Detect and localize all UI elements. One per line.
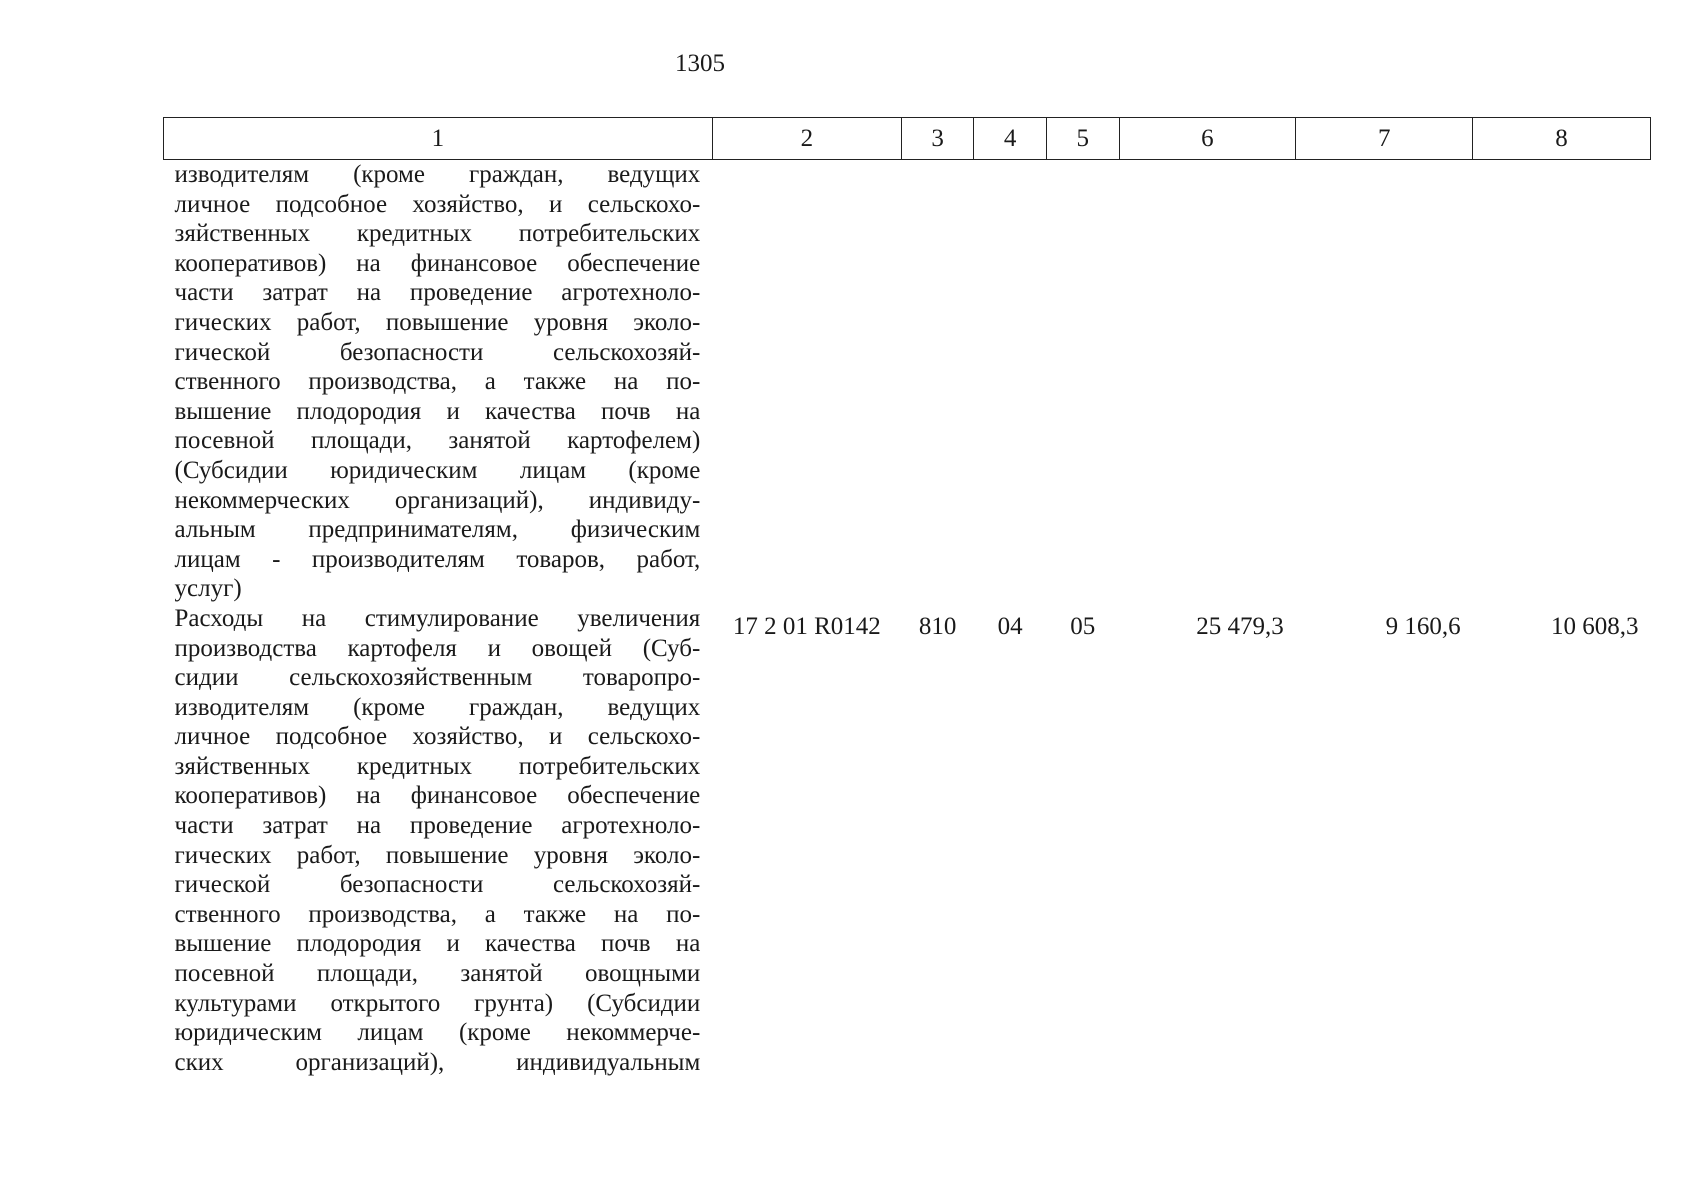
column-header-3: 3 [901,118,974,160]
row-code [712,160,901,604]
column-header-6: 6 [1119,118,1296,160]
description-line: вышение плодородия и качества почв на [174,397,701,425]
column-header-7: 7 [1296,118,1473,160]
table-row [164,160,1651,604]
description-line: изводителям (кроме граждан, ведущих [174,693,701,721]
row-code: 17 2 01 R0142 [732,612,881,640]
description-line: некоммерческих организаций), индивиду- [174,486,701,514]
description-line: посевной площади, занятой картофелем) [174,427,701,455]
row-vr: 810 [918,612,957,640]
budget-table [163,117,1651,1077]
column-header-5: 5 [1046,118,1119,160]
description-line: услуг) [174,575,242,603]
description-line: кооперативов) на финансовое обеспечение [174,782,701,810]
description-line: зяйственных кредитных потребительских [174,752,701,780]
description-line: кооперативов) на финансовое обеспечение [174,249,701,277]
table-header-row [164,118,1651,160]
column-header-8: 8 [1473,118,1651,160]
column-header-4: 4 [974,118,1047,160]
description-line: личное подсобное хозяйство, и сельскохо- [174,190,701,218]
description-line: производства картофеля и овощей (Суб- [174,634,701,662]
row-sum-2: 9 160,6 [1385,612,1461,640]
description-line: ственного производства, а также на по- [174,900,701,928]
description-line: личное подсобное хозяйство, и сельскохо- [174,723,701,751]
description-line: зяйственных кредитных потребительских [174,220,701,248]
description-line: вышение плодородия и качества почв на [174,930,701,958]
column-header-1: 1 [164,118,713,160]
description-line: гических работ, повышение уровня эколо- [174,841,701,869]
description-line: альным предпринимателям, физическим [174,516,701,544]
description-line: юридическим лицам (кроме некоммерче- [174,1019,701,1047]
description-line: Расходы на стимулирование увеличения [174,604,701,632]
row-sum-1: 25 479,3 [1196,612,1284,640]
description-line: (Субсидии юридическим лицам (кроме [174,456,701,484]
row-description [164,604,713,1078]
table-row [164,604,1651,1078]
row-vr [901,160,974,604]
description-line: части затрат на проведение агротехноло- [174,812,701,840]
description-line: части затрат на проведение агротехноло- [174,279,701,307]
description-line: сидии сельскохозяйственным товаропро- [174,664,701,692]
row-pr: 05 [1070,612,1096,640]
description-line: ских организаций), индивидуальным [174,1048,701,1076]
description-line: лицам - производителям товаров, работ, [174,545,701,573]
description-line: изводителям (кроме граждан, ведущих [174,161,701,188]
description-line: ственного производства, а также на по- [174,368,701,396]
row-rz: 04 [997,612,1023,640]
row-sum-3: 10 608,3 [1551,612,1639,640]
row-description [164,160,713,604]
description-line: гической безопасности сельскохозяй- [174,871,701,899]
row-sum-2 [1296,160,1473,604]
description-line: культурами открытого грунта) (Субсидии [174,989,701,1017]
row-sum-3 [1473,160,1651,604]
description-line: посевной площади, занятой овощными [174,960,701,988]
description-line: гической безопасности сельскохозяй- [174,338,701,366]
row-sum-1 [1119,160,1296,604]
page-number: 1305 [675,50,725,77]
row-rz [974,160,1047,604]
column-header-2: 2 [712,118,901,160]
description-line: гических работ, повышение уровня эколо- [174,308,701,336]
row-pr [1046,160,1119,604]
